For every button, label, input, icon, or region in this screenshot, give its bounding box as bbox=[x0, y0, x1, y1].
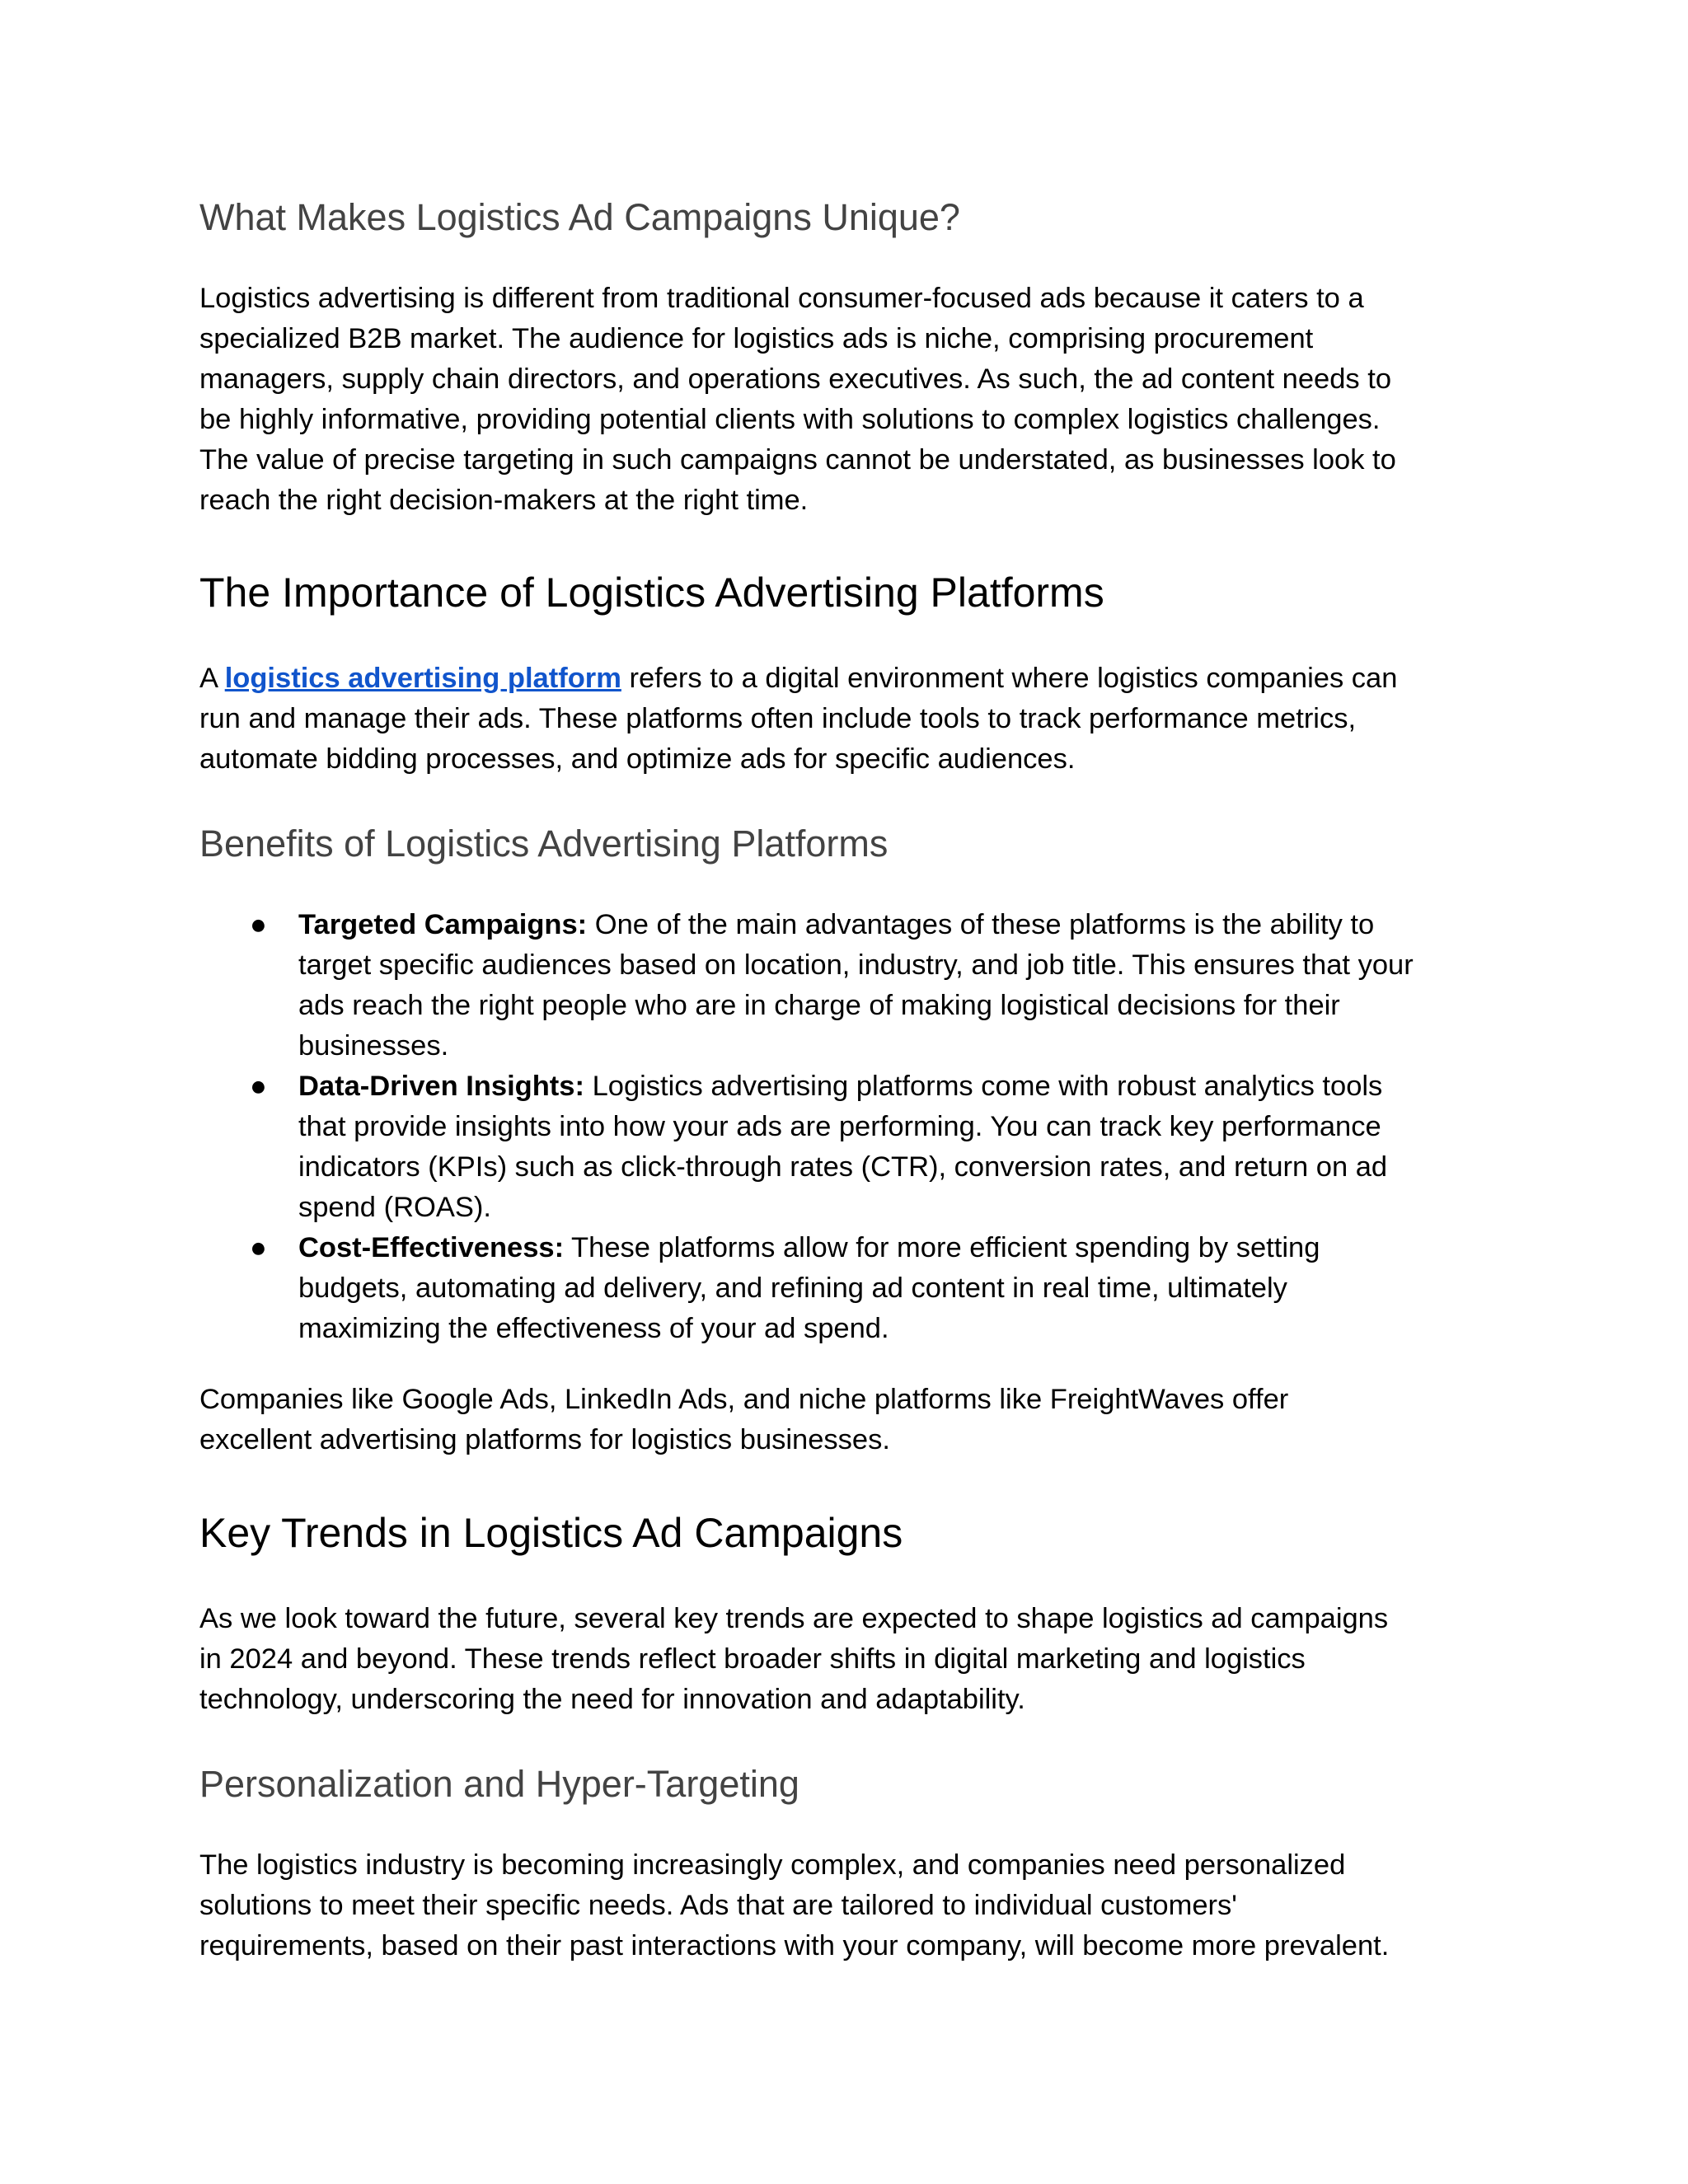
heading-personalization: Personalization and Hyper-Targeting bbox=[199, 1763, 799, 1805]
paragraph-companies bbox=[199, 1380, 1288, 1460]
text-line: solutions to meet their specific needs. Ads that are tailored to individual customers' bbox=[199, 1890, 1237, 1921]
heading-benefits: Benefits of Logistics Advertising Platforms bbox=[199, 823, 889, 865]
list-item bbox=[199, 1066, 1414, 1228]
text-line: technology, underscoring the need for innovation and adaptability. bbox=[199, 1684, 1025, 1715]
heading-key-trends: Key Trends in Logistics Ad Campaigns bbox=[199, 1510, 903, 1556]
text-line: target specific audiences based on location, industry, and job title. This ensures that your bbox=[298, 949, 1414, 981]
item-title: Cost-Effectiveness: bbox=[298, 1232, 565, 1263]
text-line: budgets, automating ad delivery, and refining ad content in real time, ultimately bbox=[298, 1272, 1287, 1304]
logistics-advertising-platform-link[interactable]: logistics advertising platform bbox=[224, 663, 621, 694]
text-line: The value of precise targeting in such campaigns cannot be understated, as businesses look to bbox=[199, 444, 1396, 476]
list-item bbox=[199, 905, 1414, 1066]
text-line bbox=[298, 1066, 1414, 1107]
text-line bbox=[298, 905, 1414, 945]
text-line: businesses. bbox=[298, 1030, 449, 1062]
text-line bbox=[298, 1228, 1414, 1268]
item-text: These platforms allow for more efficient spending by setting bbox=[564, 1232, 1320, 1263]
text-line: ads reach the right people who are in charge of making logistical decisions for their bbox=[298, 990, 1340, 1021]
text-line: in 2024 and beyond. These trends reflect broader shifts in digital marketing and logistics bbox=[199, 1643, 1306, 1675]
item-text: One of the main advantages of these platforms is the ability to bbox=[587, 909, 1375, 940]
text-line: that provide insights into how your ads are performing. You can track key performance bbox=[298, 1111, 1381, 1142]
text-line: excellent advertising platforms for logistics businesses. bbox=[199, 1424, 890, 1455]
text-line: reach the right decision-makers at the right time. bbox=[199, 485, 809, 516]
bullet-icon: ● bbox=[250, 909, 267, 940]
text-prefix: A bbox=[199, 663, 225, 694]
heading-importance: The Importance of Logistics Advertising Platforms bbox=[199, 569, 1104, 616]
text-line: maximizing the effectiveness of your ad spend. bbox=[298, 1313, 889, 1344]
text-line: The logistics industry is becoming increasingly complex, and companies need personalized bbox=[199, 1849, 1346, 1881]
paragraph-trends bbox=[199, 1599, 1388, 1720]
text-line: As we look toward the future, several key trends are expected to shape logistics ad campaigns bbox=[199, 1603, 1389, 1634]
bullet-icon: ● bbox=[250, 1071, 267, 1102]
text-line: spend (ROAS). bbox=[298, 1192, 491, 1223]
text-line: Logistics advertising is different from traditional consumer-focused ads because it caters to a bbox=[199, 283, 1364, 314]
heading-what-makes-unique: What Makes Logistics Ad Campaigns Unique? bbox=[199, 196, 960, 238]
text-line: Companies like Google Ads, LinkedIn Ads, and niche platforms like FreightWaves offer bbox=[199, 1384, 1289, 1415]
text-line: automate bidding processes, and optimize ads for specific audiences. bbox=[199, 743, 1076, 775]
item-title: Targeted Campaigns: bbox=[298, 909, 588, 940]
text-line: managers, supply chain directors, and operations executives. As such, the ad content needs to bbox=[199, 363, 1392, 395]
bullet-icon: ● bbox=[250, 1232, 267, 1263]
item-title: Data-Driven Insights: bbox=[298, 1071, 584, 1102]
benefits-list bbox=[199, 905, 1414, 1349]
paragraph-personalization bbox=[199, 1845, 1389, 1966]
text-line: specialized B2B market. The audience for logistics ads is niche, comprising procurement bbox=[199, 323, 1314, 354]
paragraph-unique bbox=[199, 279, 1396, 521]
text-line: requirements, based on their past interactions with your company, will become more prevalent. bbox=[199, 1930, 1390, 1961]
item-text: Logistics advertising platforms come with robust analytics tools bbox=[584, 1071, 1383, 1102]
text-rest: refers to a digital environment where logistics companies can bbox=[621, 663, 1398, 694]
paragraph-importance bbox=[199, 658, 1397, 780]
list-item bbox=[199, 1228, 1414, 1349]
text-line bbox=[199, 658, 1397, 699]
text-line: be highly informative, providing potential clients with solutions to complex logistics challenges. bbox=[199, 404, 1381, 435]
text-line: indicators (KPIs) such as click-through rates (CTR), conversion rates, and return on ad bbox=[298, 1151, 1388, 1183]
text-line: run and manage their ads. These platforms often include tools to track performance metrics, bbox=[199, 703, 1357, 734]
